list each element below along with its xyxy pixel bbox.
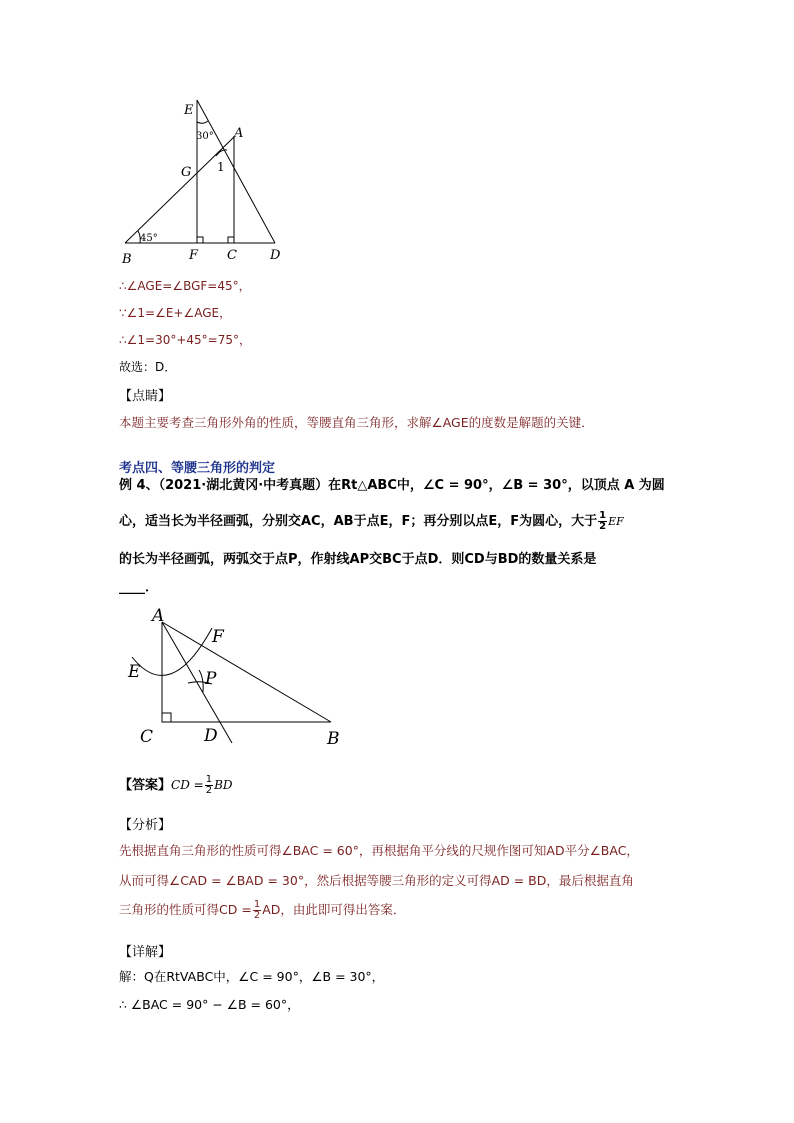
solution-line-2: ∵∠1=∠E+∠AGE， [119, 306, 232, 320]
section-heading: 考点四、等腰三角形的判定 [119, 461, 276, 476]
analysis-fraction [253, 900, 261, 921]
analysis-line-3-pre: 三角形的性质可得CD = [119, 902, 252, 917]
label-1: 1 [217, 160, 225, 174]
label-F: F [189, 248, 199, 263]
label-D: D [270, 248, 281, 263]
right-angle-mark-F [197, 237, 203, 243]
right-angle-mark-C [162, 713, 171, 722]
detail-label: 【详解】 [119, 945, 172, 960]
fraction-den: 2 [599, 521, 607, 532]
analysis-line-1: 先根据直角三角形的性质可得∠BAC = 60°，再根据角平分线的尺规作图可知AD平分∠BAC， [119, 843, 639, 858]
example4-line-2 [119, 510, 624, 532]
label-C: C [227, 248, 237, 263]
answer-fraction-den: 2 [205, 785, 213, 796]
analysis-label: 【分析】 [119, 818, 172, 833]
line-BA [125, 137, 234, 243]
example4-line-3: 的长为半径画弧，两弧交于点P，作射线AP交BC于点D．则CD与BD的数量关系是 [119, 552, 597, 567]
label-B: B [327, 729, 340, 749]
detail-line-1: 解：Q在RtVABC中，∠C = 90°，∠B = 30°， [119, 969, 385, 984]
solution-line-3: ∴∠1=30°+45°=75°， [119, 333, 252, 347]
right-angle-mark-C [228, 237, 234, 243]
label-B: B [122, 252, 132, 267]
detail-line-2: ∴ ∠BAC = 90° − ∠B = 60°， [119, 997, 300, 1012]
angle-arc-E [197, 121, 208, 123]
label-E: E [128, 662, 141, 682]
arc-EF [132, 628, 212, 675]
analysis-fraction-den: 2 [253, 910, 261, 921]
line-ED [197, 100, 275, 243]
figure-1-diagram [110, 95, 310, 270]
analysis-fraction-num: 1 [253, 899, 261, 910]
dianjing-text: 本题主要考查三角形外角的性质，等腰直角三角形，求解∠AGE的度数是解题的关键． [119, 415, 594, 430]
line-AB [162, 622, 331, 722]
label-E: E [184, 103, 194, 118]
analysis-line-3 [119, 900, 405, 921]
figure-2-diagram [120, 600, 360, 750]
answer-fraction [205, 775, 213, 796]
answer-blank: ____． [119, 580, 159, 595]
label-30: 30° [196, 131, 214, 142]
solution-line-4: 故选：D． [119, 360, 177, 374]
solution-line-1: ∴∠AGE=∠BGF=45°， [119, 279, 251, 293]
label-A: A [152, 606, 165, 626]
label-C: C [140, 727, 154, 747]
fraction-num: 1 [599, 510, 607, 521]
label-A: A [234, 126, 244, 141]
analysis-line-3-post: AD，由此即可得出答案． [262, 902, 406, 917]
dianjing-label: 【点睛】 [119, 389, 172, 404]
fraction-half [598, 511, 607, 532]
answer-label: 【答案】 [119, 778, 172, 793]
answer-lhs: CD = [171, 778, 204, 792]
label-45: 45° [140, 233, 158, 244]
label-G: G [181, 165, 192, 180]
example4-line-1: 例 4、（2021·湖北黄冈·中考真题）在Rt△ABC中，∠C = 90°，∠B = 30°，以顶点 A 为圆 [119, 478, 665, 493]
answer-fraction-num: 1 [205, 774, 213, 785]
label-D: D [204, 726, 218, 746]
label-F: F [212, 627, 224, 647]
example4-EF: EF [608, 515, 624, 528]
answer-rhs: BD [214, 778, 233, 792]
label-P: P [205, 669, 217, 689]
example4-line-2-text: 心，适当长为半径画弧，分别交AC，AB于点E，F；再分别以点E，F为圆心，大于 [119, 514, 598, 529]
analysis-line-2: 从而可得∠CAD = ∠BAD = 30°，然后根据等腰三角形的定义可得AD = BD，最后根据直角 [119, 873, 634, 888]
answer-row [119, 774, 233, 796]
